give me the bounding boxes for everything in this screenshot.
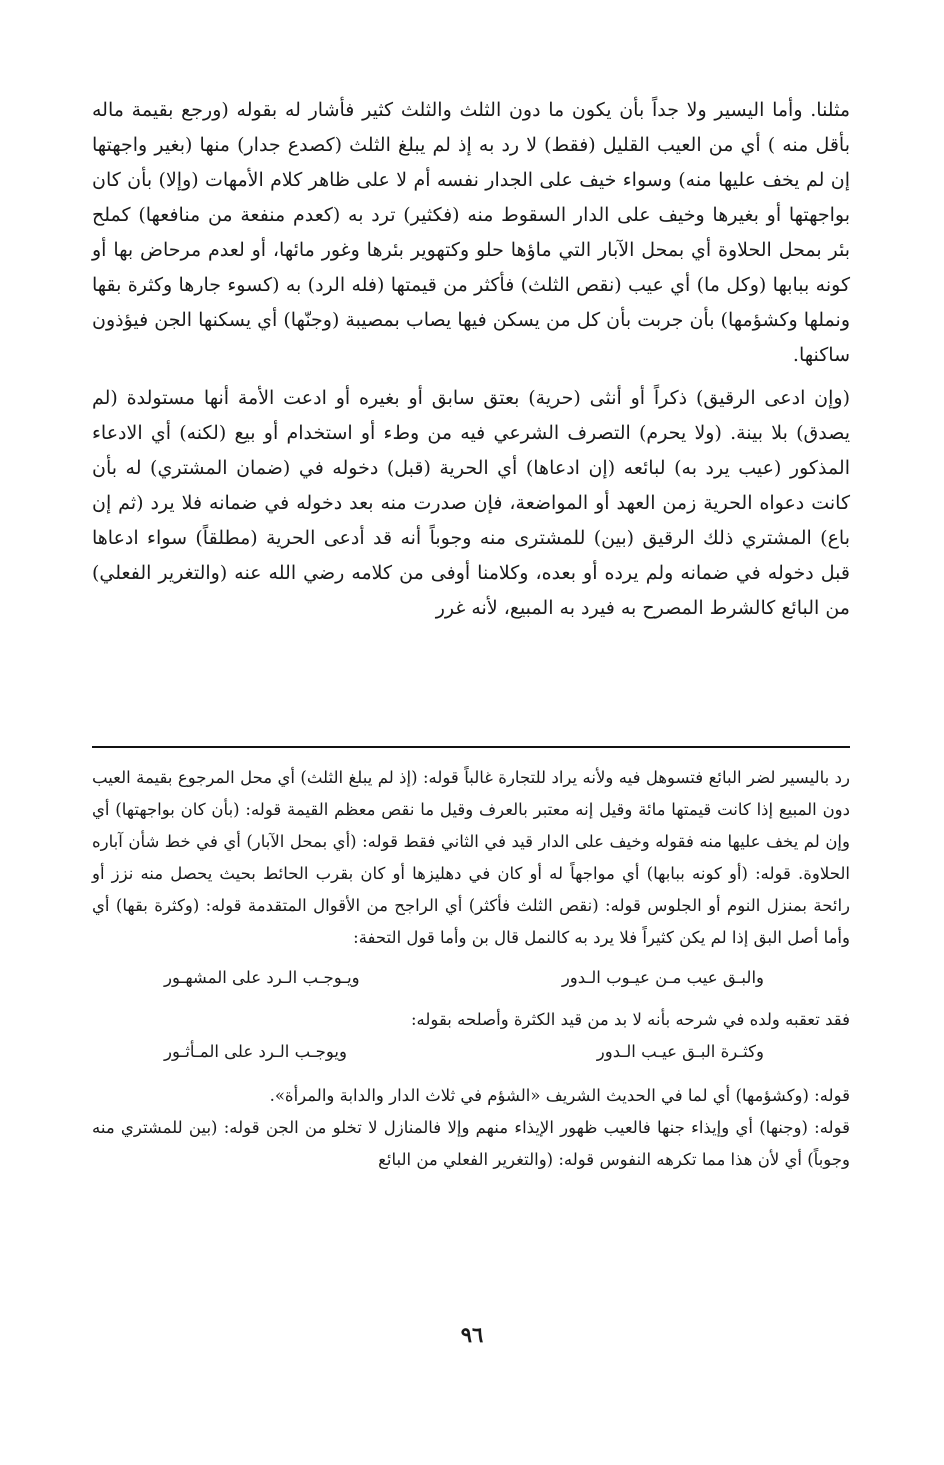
footnote-divider [92, 746, 850, 748]
spacer [92, 1068, 850, 1080]
footnotes [92, 762, 850, 1176]
poem-verse-2 [164, 1036, 764, 1068]
footnote-paragraph-4: قوله: (وجنها) أي وإيذاء جنها فالعيب ظهور الإيذاء منهم وإلا فالمنازل لا تخلو من الجن قوله: (بين للمشتري منه وجوباً) أي لأن هذا مما تكرهه النفوس قوله: (والتغرير الفعلي من البائع [92, 1118, 850, 1169]
verse-1-second-hemistich: ويـوجـب الـرد على المشهـور [164, 968, 360, 987]
verse-1-first-hemistich: والبـق عيب مـن عيـوب الـدور [561, 968, 764, 987]
poem-verse-1 [164, 962, 764, 994]
footnote-paragraph-2: فقد تعقبه ولده في شرحه بأنه لا بد من قيد الكثرة وأصلحه بقوله: [411, 1010, 850, 1029]
main-paragraph-2: (وإن ادعى الرقيق) ذكراً أو أنثى (حرية) بعتق سابق أو بغيره أو ادعت الأمة أنها مستولدة (لم يصدق) بلا بينة. (ولا يحرم) التصرف الشرعي فيه من وطء أو استخدام أو بيع (لكنه) أي الادعاء المذكور (عيب يرد به) لبائعه (إن ادعاها) أي الحرية (قبل) دخوله في (ضمان المشتري) له بأن كانت دعواه الحرية زمن العهد أو المواضعة، فإن صدرت منه بعد دخوله في ضمانه فلا يرد (ثم إن باع) المشتري ذلك الرقيق (بين) للمشترى منه وجوباً أنه قد أدعى الحرية (مطلقاً) سواء ادعاها قبل دخوله في ضمانه ولم يرده أو بعده، وكلامنا أوفى من كلامه رضي الله عنه (والتغرير الفعلي) من البائع كالشرط المصرح به فيرد به المبيع، لأنه غرر [92, 387, 850, 619]
verse-2-first-hemistich: وكثـرة البـق عيـب الـدور [596, 1042, 764, 1061]
verse-2-second-hemistich: ويوجـب الـرد على المـأثـور [164, 1042, 347, 1061]
page-number: ٩٦ [460, 1322, 484, 1347]
main-text [92, 93, 850, 626]
footnote-paragraph-1: رد باليسير لضر البائع فتسوهل فيه ولأنه يراد للتجارة غالباً قوله: (إذ لم يبلغ الثلث) أي محل المرجوع بقيمة العيب دون المبيع إذا كانت قيمتها مائة وقيل إنه معتبر بالعرف وقيل ما نقص معظم القيمة قوله: (بأن كان بواجهتها) أي وإن لم يخف عليها منه فقوله وخيف على الدار قيد في الثاني فقط قوله: (أي بمحل الآبار) أي في خط شأن آباره الحلاوة. قوله: (أو كونه ببابها) أي مواجهاً له أو كان في دهليزها أو كان بقرب الحائط بحيث يحصل منه نزز أو رائحة بمنزل النوم أو الجلوس قوله: (نقص الثلث فأكثر) أي الراجح من الأقوال المتقدمة قوله: (وكثرة بقها) أي وأما أصل البق إذا لم يكن كثيراً فلا يرد به كالنمل قال بن وأما قول التحفة: [92, 768, 850, 947]
main-paragraph-1: مثلنا. وأما اليسير ولا جداً بأن يكون ما دون الثلث والثلث كثير فأشار له بقوله (ورجع بقيمة ماله بأقل منه ) أي من العيب القليل (فقط) لا رد به إذ لم يبلغ الثلث (كصدع جدار) منها (بغير واجهتها إن لم يخف عليها منه) وسواء خيف على الجدار نفسه أم لا على ظاهر كلام الأمهات (وإلا) بأن كان بواجهتها أو بغيرها وخيف على الدار السقوط منه (فكثير) ترد به (كعدم منفعة من منافعها) كملح بئر بمحل الحلاوة أي بمحل الآبار التي ماؤها حلو وكتهوير بئرها وغور مائها، أو لعدم مرحاض بها أو كونه ببابها (وكل ما) أي عيب (نقص الثلث) فأكثر من قيمتها (فله الرد) به (كسوء جارها وكثرة بقها ونملها وكشؤمها) بأن جربت بأن كل من يسكن فيها يصاب بمصيبة (وجنّها) أي يسكنها الجن فيؤذون ساكنها. [92, 99, 850, 366]
footnote-paragraph-3: قوله: (وكشؤمها) أي لما في الحديث الشريف «الشؤم في ثلاث الدار والدابة والمرأة». [269, 1086, 850, 1105]
